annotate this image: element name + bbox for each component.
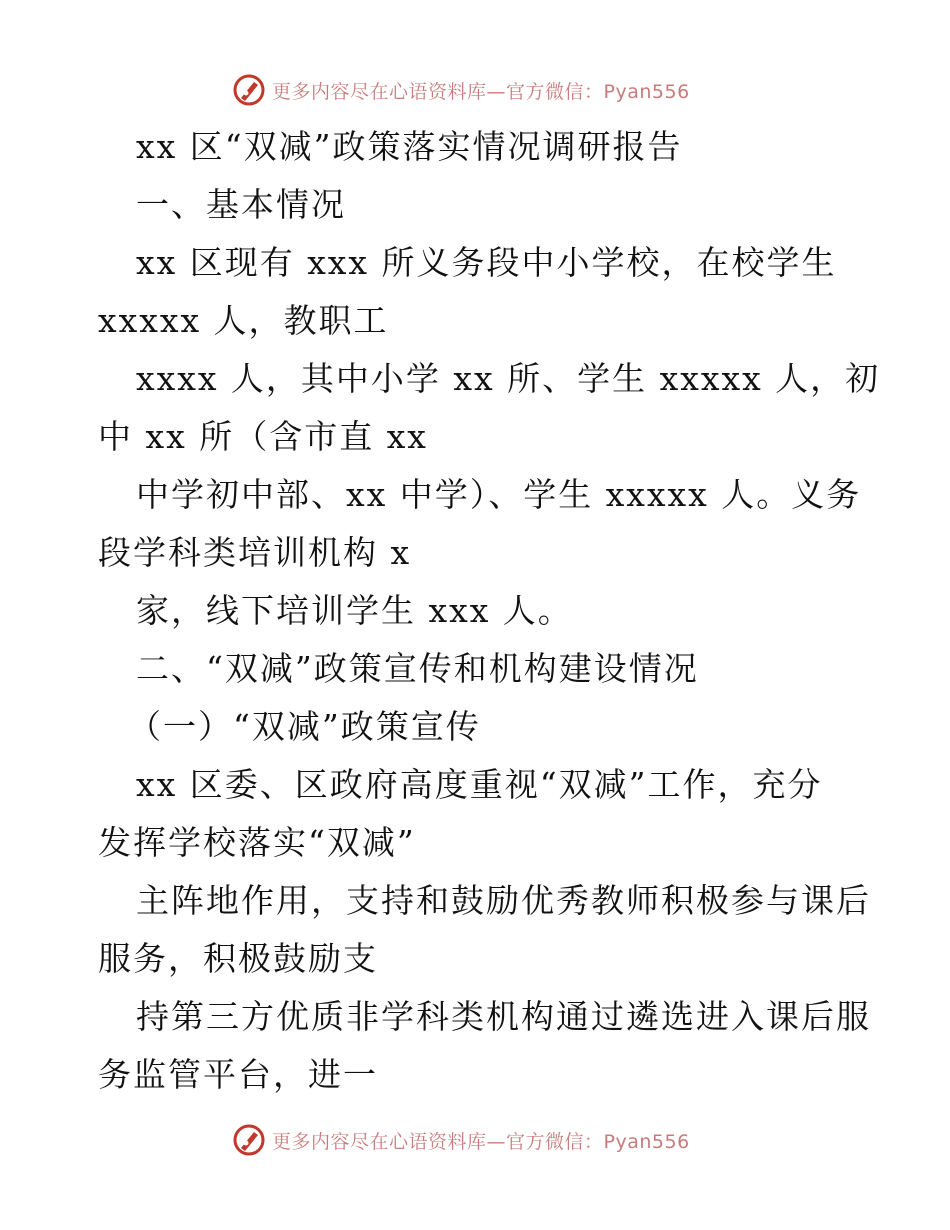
paragraph-line: 务监管平台，进一 <box>98 1055 378 1094</box>
paragraph-line: xx 区现有 xxx 所义务段中小学校，在校学生 <box>136 243 837 282</box>
paragraph-line: 持第三方优质非学科类机构通过遴选进入课后服 <box>136 997 871 1036</box>
paragraph-line: 发挥学校落实“双减” <box>98 823 416 862</box>
paragraph-line: xxxxx 人，教职工 <box>98 301 389 340</box>
subsection-heading: （一）“双减”政策宣传 <box>128 707 481 746</box>
header-watermark <box>232 70 690 110</box>
section-heading-policy: 二、“双减”政策宣传和机构建设情况 <box>136 649 699 688</box>
pen-logo-icon <box>232 73 266 107</box>
paragraph-line: 服务，积极鼓励支 <box>98 939 378 978</box>
paragraph-line: 主阵地作用，支持和鼓励优秀教师积极参与课后 <box>136 881 871 920</box>
paragraph-line: 家，线下培训学生 xxx 人。 <box>136 591 573 630</box>
section-heading-basic: 一、基本情况 <box>136 185 346 224</box>
paragraph-line: xxxx 人，其中小学 xx 所、学生 xxxxx 人，初 <box>136 359 881 398</box>
paragraph-line: 段学科类培训机构 x <box>98 533 412 572</box>
paragraph-line: xx 区委、区政府高度重视“双减”工作，充分 <box>136 765 823 804</box>
paragraph-line: 中学初中部、xx 中学）、学生 xxxxx 人。义务 <box>136 475 862 514</box>
pen-logo-icon <box>232 1123 266 1157</box>
document-body <box>98 118 881 1104</box>
document-title: xx 区“双减”政策落实情况调研报告 <box>136 127 683 166</box>
watermark-text: 更多内容尽在心语资料库—官方微信：Pyan556 <box>272 1130 690 1153</box>
paragraph-line: 中 xx 所（含市直 xx <box>98 417 428 456</box>
watermark-text: 更多内容尽在心语资料库—官方微信：Pyan556 <box>272 80 690 103</box>
footer-watermark <box>232 1120 690 1160</box>
